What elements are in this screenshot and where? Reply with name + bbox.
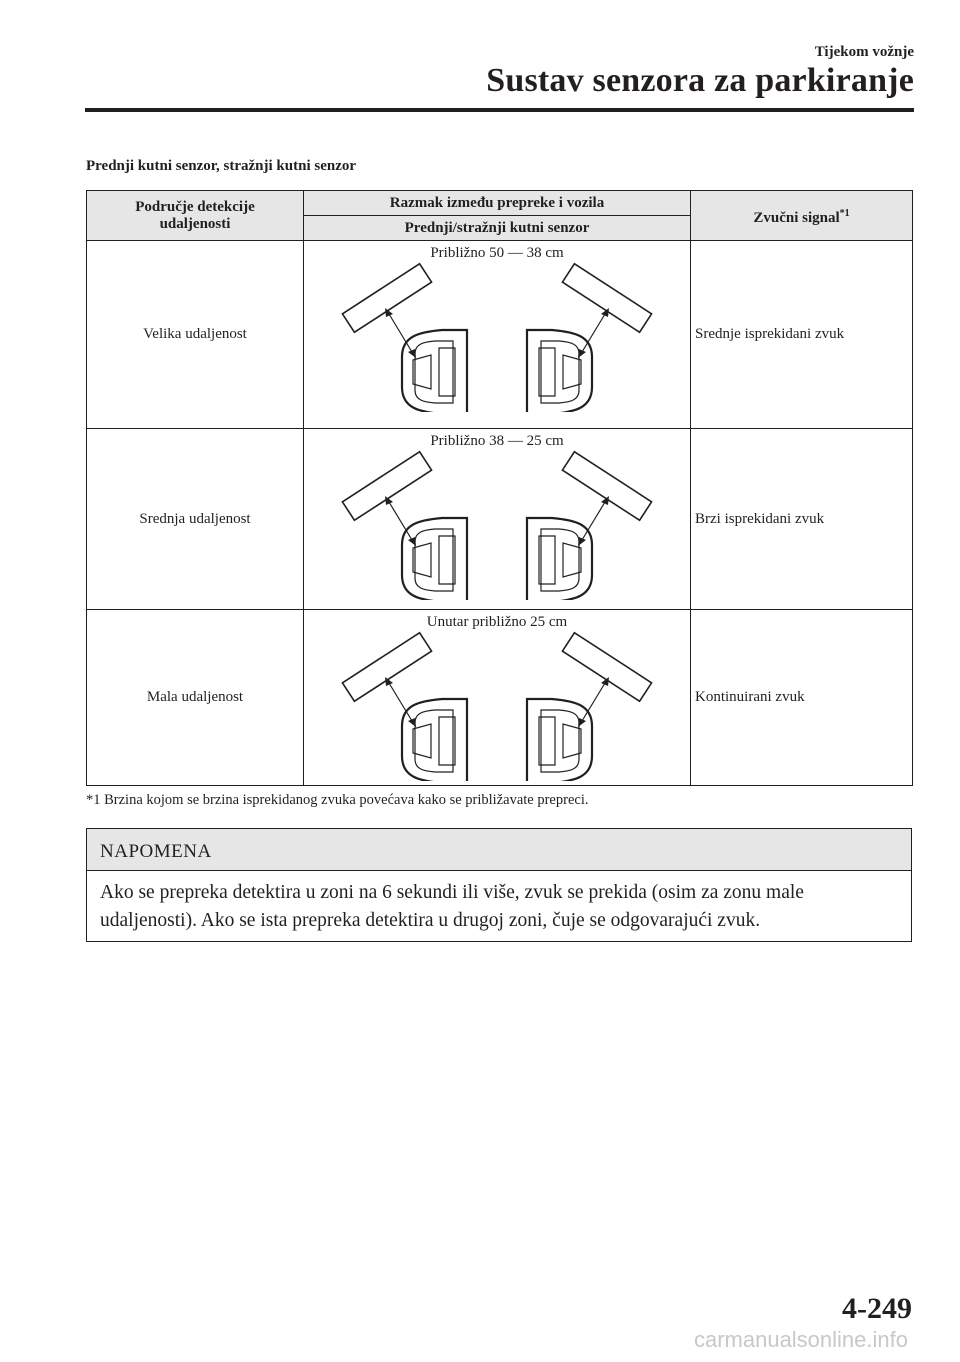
distance-arrow-left bbox=[389, 683, 412, 721]
note-box bbox=[86, 828, 912, 942]
right-scene bbox=[527, 633, 652, 781]
zone-cell: Mala udaljenost bbox=[87, 610, 304, 786]
distance-arrow-right bbox=[582, 683, 605, 721]
car-front-icon bbox=[402, 518, 467, 600]
signal-cell: Srednje isprekidani zvuk bbox=[691, 241, 913, 429]
car-front-icon bbox=[402, 699, 467, 781]
obstacle-right bbox=[562, 264, 651, 333]
detection-table bbox=[86, 190, 913, 786]
range-cell bbox=[304, 241, 691, 429]
section-label: Tijekom vožnje bbox=[814, 44, 914, 60]
distance-arrow-right bbox=[582, 502, 605, 540]
col-header-signal-label: Zvučni signal bbox=[753, 209, 840, 226]
obstacle-left bbox=[342, 452, 431, 521]
table-row bbox=[87, 241, 913, 429]
sensor-diagram bbox=[327, 450, 667, 600]
right-scene bbox=[527, 452, 652, 600]
car-detail bbox=[413, 724, 431, 758]
car-detail bbox=[413, 543, 431, 577]
footnote-ref: *1 bbox=[839, 207, 850, 219]
right-scene bbox=[527, 264, 652, 412]
col-header-zone: Područje detekcije udaljenosti bbox=[87, 191, 304, 241]
range-text: Unutar približno 25 cm bbox=[426, 614, 568, 630]
table-row bbox=[87, 429, 913, 610]
left-scene bbox=[342, 452, 467, 600]
range-cell bbox=[304, 429, 691, 610]
obstacle-left bbox=[342, 633, 431, 702]
range-text: Približno 50 — 38 cm bbox=[430, 245, 564, 261]
range-text: Približno 38 — 25 cm bbox=[430, 433, 564, 449]
zone-cell: Velika udaljenost bbox=[87, 241, 304, 429]
col-header-distance: Razmak između prepreke i vozila bbox=[304, 191, 691, 216]
signal-cell: Kontinuirani zvuk bbox=[691, 610, 913, 786]
page-title: Sustav senzora za parkiranje bbox=[486, 62, 914, 99]
car-detail bbox=[563, 355, 581, 389]
distance-arrow-left bbox=[389, 314, 412, 352]
signal-cell: Brzi isprekidani zvuk bbox=[691, 429, 913, 610]
sensor-diagram bbox=[327, 262, 667, 412]
sensor-diagram bbox=[327, 631, 667, 781]
table-row bbox=[87, 610, 913, 786]
zone-cell: Srednja udaljenost bbox=[87, 429, 304, 610]
range-cell bbox=[304, 610, 691, 786]
car-rear-icon bbox=[527, 518, 592, 600]
note-body: Ako se prepreka detektira u zoni na 6 sekundi ili više, zvuk se prekida (osim za zonu male udaljenosti). Ako se ista prepreka detektira u drugoj zoni, čuje se odgovarajući zvuk. bbox=[100, 882, 804, 931]
col-header-signal bbox=[691, 191, 913, 241]
watermark: carmanualsonline.info bbox=[693, 1327, 908, 1352]
page-number: 4-249 bbox=[842, 1292, 912, 1325]
car-detail bbox=[541, 710, 579, 772]
car-detail bbox=[563, 724, 581, 758]
obstacle-left bbox=[342, 264, 431, 333]
car-front-icon bbox=[402, 330, 467, 412]
col-subheader-sensor: Prednji/stražnji kutni senzor bbox=[304, 216, 691, 241]
obstacle-right bbox=[562, 452, 651, 521]
car-detail bbox=[415, 529, 453, 591]
table-subtitle: Prednji kutni senzor, stražnji kutni senzor bbox=[86, 158, 357, 174]
footnote: *1 Brzina kojom se brzina isprekidanog zvuka povećava kako se približavate prepreci. bbox=[86, 792, 589, 808]
distance-arrow-right bbox=[582, 314, 605, 352]
car-detail bbox=[541, 529, 579, 591]
car-detail bbox=[563, 543, 581, 577]
left-scene bbox=[342, 264, 467, 412]
header-rule bbox=[85, 108, 914, 112]
car-detail bbox=[541, 341, 579, 403]
left-scene bbox=[342, 633, 467, 781]
obstacle-right bbox=[562, 633, 651, 702]
car-detail bbox=[413, 355, 431, 389]
car-detail bbox=[415, 341, 453, 403]
car-rear-icon bbox=[527, 330, 592, 412]
car-rear-icon bbox=[527, 699, 592, 781]
distance-arrow-left bbox=[389, 502, 412, 540]
car-detail bbox=[415, 710, 453, 772]
note-title: NAPOMENA bbox=[87, 829, 911, 871]
